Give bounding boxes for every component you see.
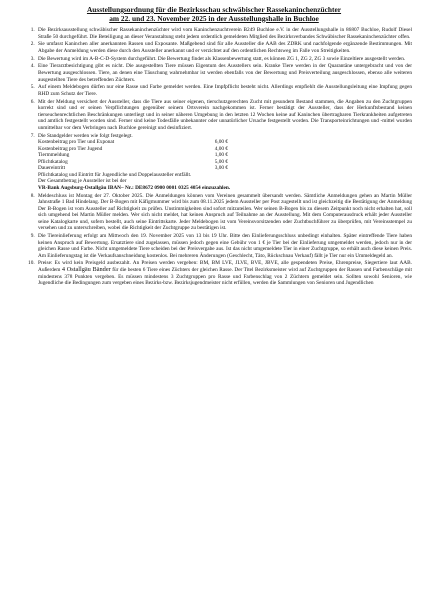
- rule-8: 8. Meldeschluss ist Montag der 27. Oktober 2025. Die Anmeldungen können vom Vereinen gesammelt übersandt werden. Sämtliche Anmeldungen gehen an Martin Müller Jahnstraße 1 Bad Hindelang. Der B-Bogen mit Käfigmummer wird bis zum 08.11.2025 jedem Aussteller per Post zugestellt und ist gleichzeitig die Bestätigung der Anmeldung Der B-Bogen ist vom Aussteller auf Richtigkeit zu prüfen. Unstimmigkeiten sind sofort mitzuteilen. Wer seinen B-Bogen bis zu diesem Zeitpunkt noch nicht erhalten hat, soll sich umgehend bei Martin Müller melden. Wer sich nicht meldet, hat keinen Anspruch auf Teilnahme an der Ausstellung. Mit dem Computerausdruck erhält jeder Aussteller seine Katalogkarte und, sofern bestellt, auch seine Eintrittskarte. Jeder Meldebogen ist vom Vereinsvorsitzenden oder Zuchtbuchführer zu überprüfen, mit Vereinsstempel zu versehen und zu unterschreiben, wobei die Richtigkeit der Zuchtgruppe zu bestätigen ist.: [36, 193, 412, 232]
- rules-list: [16, 27, 412, 286]
- fee-amount: 5,00 €: [214, 158, 228, 165]
- fees-note-2: Der Gesamtbetrag je Aussteller ist bei der: [38, 178, 127, 185]
- fee-amount: 3,00 €: [214, 165, 228, 172]
- rule-6: 6. Mit der Meldung versichert der Aussteller, dass die Tiere aus seiner eigenen, tierschutzgerechten Zucht mit gesundem Bestand stammen, die Angaben zu den Zuchtgruppen korrekt sind und er seinen Verpflichtungen gegenüber seinem Ortsverein nachgekommen ist. Ferner bestätigt der Aussteller, dass der Herkunftsbestand keinen tierseuchenrechtlichen Beschränkungen unterliegt und in seiner näheren Umgebung in den letzten 12 Wochen keine auf Kaninchen übertragbaren Tierkrankheiten aufgetreten und amtlich festgestellt worden sind. Ferner sind keine Todesfälle unbekannter oder unnatürlicher Ursache festgestellt worden. Die Transporteinrichtungen und -mittel wurden unmittelbar vor dem Verbringen nach Buchloe gereinigt und desinfiziert.: [36, 99, 412, 132]
- fee-label: Kostenbeitrag pro Tier und Exponat: [38, 139, 115, 146]
- bank-details: VR-Bank Augsburg-Ostallgäu IBAN– Nr.: DE8672 0900 0001 0325 4054 einzuzahlen.: [38, 184, 231, 191]
- rule-3: 3. Die Bewertung wird im A-B-C-D-System durchgeführt. Die Bewertung findet als Klassenbewertung statt, es können ZG 1, ZG 2, ZG 3 sowie Einzeltiere ausgestellt werden.: [36, 56, 412, 63]
- fee-label: Kostenbeitrag pro Tier Jugend: [38, 145, 103, 152]
- fee-label: Pflichtkatalog: [38, 158, 68, 165]
- prizes-emphasis: 4 Ostallgäu Bänder: [61, 266, 111, 274]
- prizes-text-1: Preise: Es wird kein Preisgeld ausbezahlt. An Preisen werden vergeben: BM, BM LVE, JLVE, BVE, JBVE, alle gespendeten Preise, Ehrenpreise, Siegertiere laut AAB. Außerdem: [38, 260, 412, 274]
- document-title: [16, 6, 412, 23]
- fee-label: Tiermmeldung: [38, 152, 70, 159]
- rule-9: 9. Die Tiereinlieferung erfolgt am Mittwoch den 19. November 2025 von 13 bis 19 Uhr. Bitte den Einlieferungsschluss unbedingt einhalten. Später eintreffende Tiere haben keinen Anspruch auf Bewertung. Ersatztiere sind zugelassen, müssen jedoch gegen eine Gebühr von 1 € je Tier bei der Einlieferung umgemeldet werden, jedoch nur in der gleichen Rasse und Farbe. Nicht umgemeldete Tiere scheiden bei der Preisvergabe aus. Ist das nicht umgemeldete Tier in einer Zuchtgruppe, so erhält auch diese keinen Preis. Am Einlieferungstag ist die Verkaufsanschneidung kostenlos. Bei mehreren Änderungen (Geschlecht, Täto, Rückschnau Verkauf) fällt je Tier nur ein Ummeldegeld an.: [36, 233, 412, 259]
- rule-2: 2. Sie umfasst Kaninchen aller anerkannten Rassen und Exposante. Maßgebend sind für alle Aussteller die AAB des ZDRK und nachfolgende ergänzende Bestimmungen. Mit Abgabe der Anmeldung werden diese durch den Aussteller anerkannt und er verzichtet auf den ordentlichen Rechtsweg im Falle von Streitigkeiten.: [36, 41, 412, 54]
- title-line-2: am 22. und 23. November 2025 in der Ausstellungshalle in Buchloe: [109, 13, 319, 23]
- fee-label: Dauereintritt: [38, 165, 66, 172]
- rule-7-fees: [36, 133, 412, 192]
- rule-1: 1. Die Bezirksausstellung schwäbischer Rassekaninchenzüchter wird vom Kaninchenzuchtverein B249 Buchloe e.V. in der Ausstellungshalle in 86807 Buchloe, Rudolf Diesel Straße 50 durchgeführt. Die Beteiligung an dieser Veranstaltung steht jedem ordentlich gemeldeten Mitglied des Bezirksverbandes Schwäbischer Rassekaninchenzüchter offen.: [36, 27, 412, 40]
- rule-5: 5. Auf einem Meldebogen dürfen nur eine Rasse und Farbe gemeldet werden. Eine Impfpflicht besteht nicht. Allerdings empfiehlt die Ausstellungsleitung eine Impfung gegen RHD zum Schutz der Tiere.: [36, 84, 412, 97]
- fees-intro: 7. Die Standgelder werden wie folgt festgelegt.: [38, 132, 133, 139]
- fee-amount: 6,00 €: [214, 139, 228, 146]
- title-line-1: Ausstellungsordnung für die Bezirksschau schwäbischer Rassekaninchenzüchter: [86, 5, 342, 14]
- fee-amount: 1,00 €: [214, 152, 228, 159]
- prizes-text-2: für die besten 6 Tiere eines Züchters der gleichen Rasse. Der Titel Bezirksmeister wird auf Zuchtgruppen der Rassen und Farbenschläge mit mindestens 378 Punkten vergeben. Es müssen mindestens 3 Zuchtgruppen pro Rasse und Farbenschlag von 2 Züchtern gemeldet sein. Sollten sowohl Senioren, wie Jugendliche die Bedingungen zum vergeben eines Bezirks-bzw. Bezirksjugendmeister nicht erfüllen, werden die Sammlungen von Senioren und Jugendlichen: [38, 267, 412, 287]
- rule-4: 4. Eine Tierarztbesichtigung gibt es nicht. Die ausgestellten Tiere müssen Eigentum des Ausstellers sein. Kranke Tiere werden in der Quarantäne untergebracht und von der Bewertung ausgeschlossen. Tiere, an denen eine Täuschung wahrnehmbar ist werden ebenfalls von der Bewertung und Preisverteilung ausgeschlossen, ebenso alle weiteren ausgestellten Tiere des betreffenden Züchters.: [36, 63, 412, 83]
- rule-10-prizes: [36, 260, 412, 286]
- fees-note-1: Pflichtkatalog und Eintritt für Jugendliche und Doppelaussteller entfällt.: [38, 171, 192, 178]
- fee-amount: 4,00 €: [214, 145, 228, 152]
- fee-table: [38, 139, 228, 172]
